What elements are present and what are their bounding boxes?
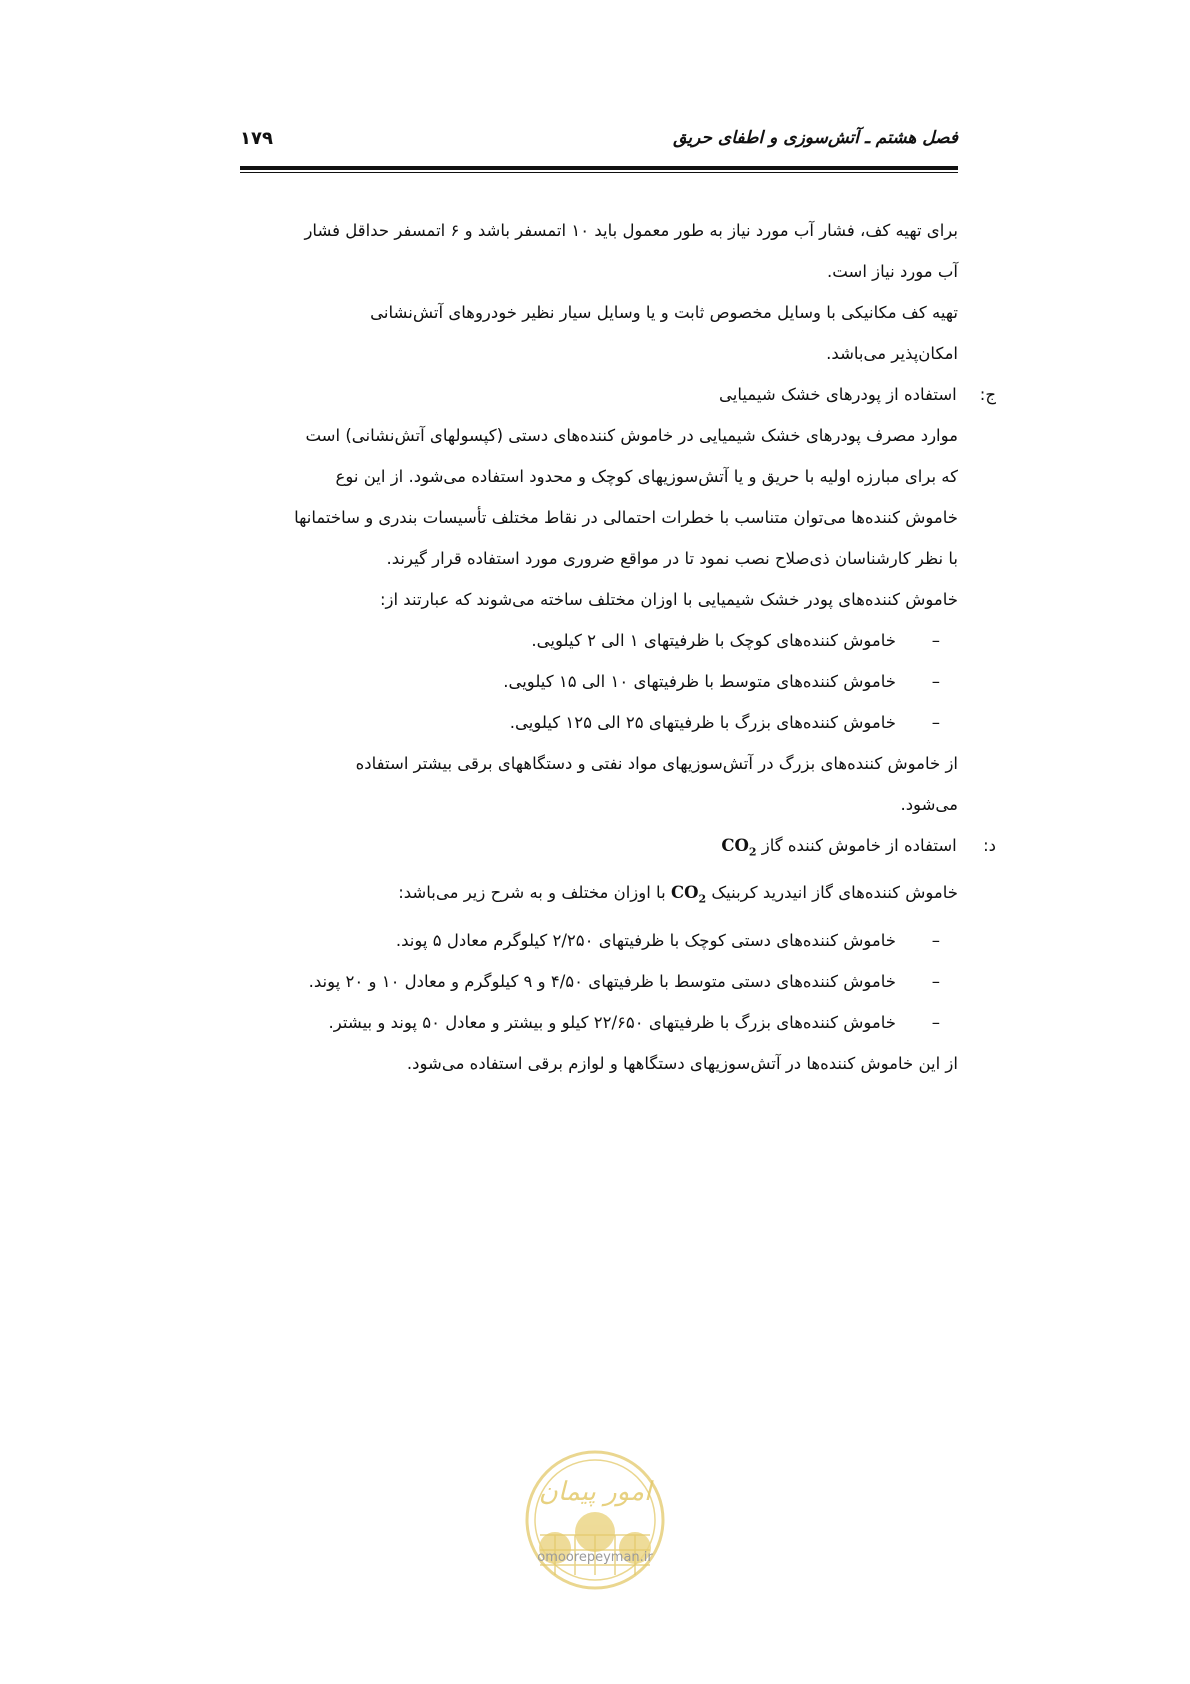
page-header [240, 128, 958, 158]
list-item [240, 620, 958, 661]
list-item-text: خاموش کننده‌های بزرگ با ظرفیتهای ۲۵ الی ۱۲۵ کیلویی. [509, 713, 896, 732]
page-number: ۱۷۹ [240, 128, 273, 149]
list-item-text: خاموش کننده‌های دستی متوسط با ظرفیتهای ۴/۵۰ و ۹ کیلوگرم و معادل ۱۰ و ۲۰ پوند. [308, 971, 896, 991]
header-rule-thick [240, 166, 958, 170]
bullet-dash: – [931, 930, 940, 950]
paragraph-line: آب مورد نیاز است. [827, 262, 958, 281]
bullet-dash: – [931, 713, 940, 732]
bullet-dash: – [931, 672, 940, 691]
watermark-url: omoorepeyman.ir [537, 1550, 653, 1565]
list-item-text: خاموش کننده‌های دستی کوچک با ظرفیتهای ۲/۲۵۰ کیلوگرم معادل ۵ پوند. [395, 930, 896, 950]
list-item-text: خاموش کننده‌های متوسط با ظرفیتهای ۱۰ الی ۱۵ کیلویی. [503, 672, 896, 691]
paragraph-line: موارد مصرف پودرهای خشک شیمیایی در خاموش کننده‌های دستی (کپسولهای آتش‌نشانی) است [305, 426, 958, 445]
list-item-text: خاموش کننده‌های بزرگ با ظرفیتهای ۲۲/۶۵۰ کیلو و بیشتر و معادل ۵۰ پوند و بیشتر. [328, 1012, 896, 1032]
list-item [240, 661, 958, 702]
text-segment: با اوزان مختلف و به شرح زیر می‌باشد: [398, 883, 666, 903]
list-item [240, 702, 958, 743]
logo-text: امور پیمان [538, 1477, 652, 1507]
section-heading-d [240, 825, 996, 872]
header-rule-thin [240, 172, 958, 173]
paragraph-line: از این خاموش کننده‌ها در آتش‌سوزیهای دستگاهها و لوازم برقی استفاده می‌شود. [406, 1053, 958, 1073]
heading-text: استفاده از پودرهای خشک شیمیایی [719, 385, 957, 404]
list-item-text: خاموش کننده‌های کوچک با ظرفیتهای ۱ الی ۲ کیلویی. [531, 631, 896, 650]
paragraph-line: با نظر کارشناسان ذی‌صلاح نصب نمود تا در مواقع ضروری مورد استفاده قرار گیرند. [386, 549, 958, 568]
paragraph-line: خاموش کننده‌ها می‌توان متناسب با خطرات احتمالی در نقاط مختلف تأسیسات بندری و ساختمانها [294, 508, 958, 527]
paragraph-line: تهیه کف مکانیکی با وسایل مخصوص ثابت و یا وسایل سیار نظیر خودروهای آتش‌نشانی [370, 303, 958, 322]
paragraph-line: می‌شود. [900, 795, 958, 814]
paragraph-line: از خاموش کننده‌های بزرگ در آتش‌سوزیهای مواد نفتی و دستگاههای برقی بیشتر استفاده [355, 754, 958, 773]
list-item [240, 961, 958, 1002]
list-item [240, 920, 958, 961]
co2-formula: $CO_2$ [670, 883, 707, 906]
chapter-title: فصل هشتم ـ آتش‌سوزی و اطفای حریق [673, 128, 958, 148]
text-segment: خاموش کننده‌های گاز انیدرید کربنیک [711, 883, 958, 903]
bullet-dash: – [931, 631, 940, 650]
section-heading-c [240, 374, 996, 415]
heading-marker: د: [983, 836, 996, 855]
heading-text: استفاده از خاموش کننده گاز [761, 836, 957, 855]
body-text [240, 210, 996, 1084]
list-item [240, 1002, 958, 1043]
paragraph-line: امکان‌پذیر می‌باشد. [826, 344, 958, 363]
paragraph-line: برای تهیه کف، فشار آب مورد نیاز به طور معمول باید ۱۰ اتمسفر باشد و ۶ اتمسفر حداقل فشار [304, 221, 958, 240]
bullet-dash: – [931, 971, 940, 991]
bullet-dash: – [931, 1012, 940, 1032]
paragraph-line: خاموش کننده‌های پودر خشک شیمیایی با اوزان مختلف ساخته می‌شوند که عبارتند از: [379, 590, 958, 609]
paragraph-line: که برای مبارزه اولیه با حریق و یا آتش‌سوزیهای کوچک و محدود استفاده می‌شود. از این نوع [335, 467, 958, 486]
paragraph-line [240, 872, 958, 919]
heading-marker: ج: [979, 385, 996, 404]
co2-formula: $CO_2$ [721, 836, 757, 859]
